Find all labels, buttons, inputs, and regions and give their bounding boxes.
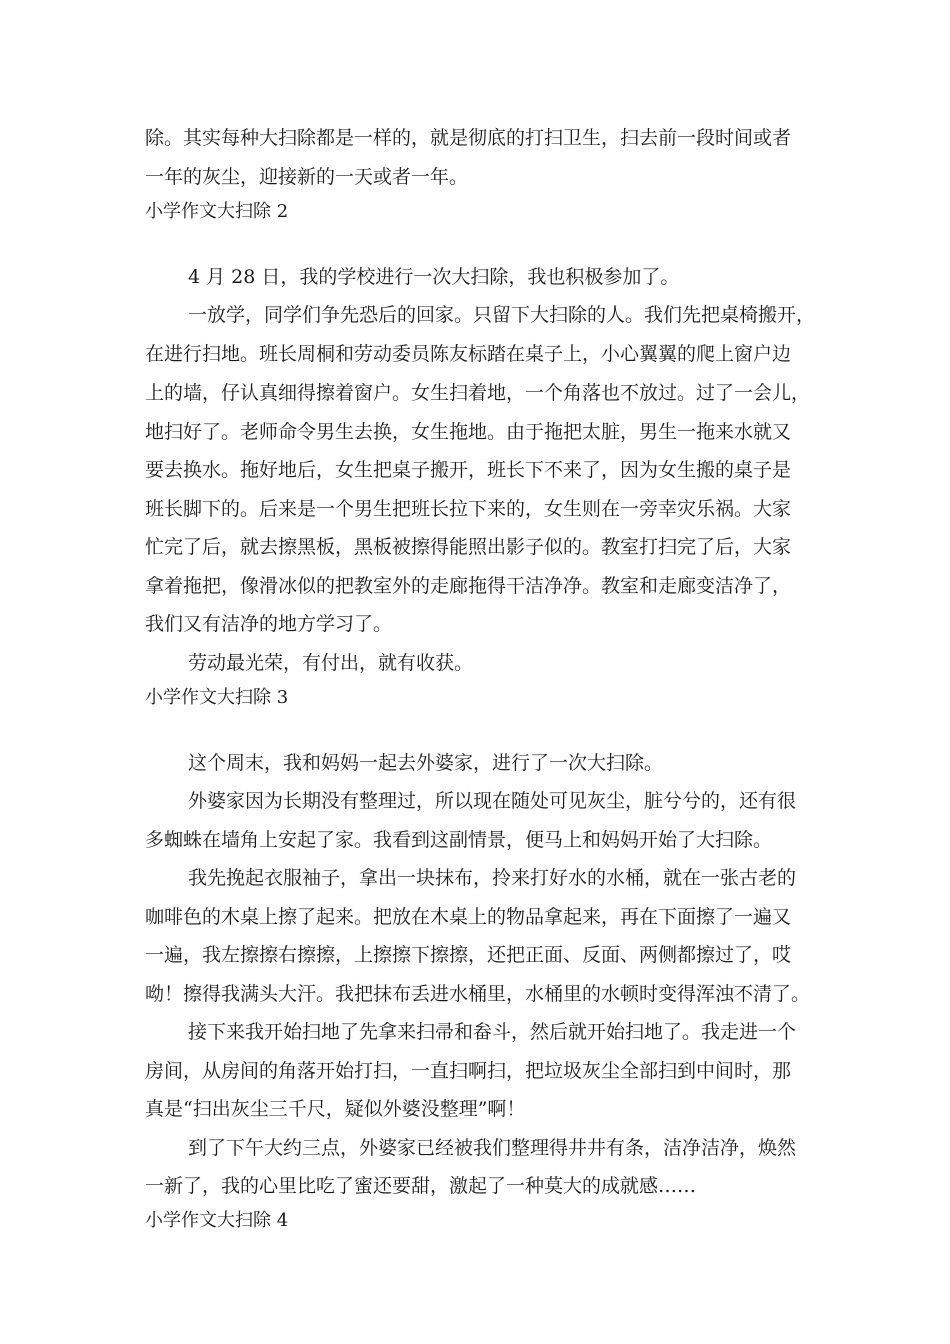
paragraph-line: 除。其实每种大扫除都是一样的，就是彻底的打扫卫生，扫去前一段时间或者 [145,127,792,149]
paragraph-line: 忙完了后，就去擦黑板，黑板被擦得能照出影子似的。教室打扫完了后，大家 [145,536,792,558]
paragraph-line: 一年的灰尘，迎接新的一天或者一年。 [145,166,469,188]
paragraph-line: 咖啡色的木桌上擦了起来。把放在木桌上的物品拿起来，再在下面擦了一遍又 [145,906,792,928]
paragraph-line: 班长脚下的。后来是一个男生把班长拉下来的，女生则在一旁幸灾乐祸。大家 [145,498,792,520]
section-title: 小学作文大扫除 4 [145,1210,289,1231]
paragraph-line: 4 月 28 日，我的学校进行一次大扫除，我也积极参加了。 [188,266,680,288]
section-title: 小学作文大扫除 3 [145,687,289,708]
paragraph-line: 真是“扫出灰尘三千尺，疑似外婆没整理”啊！ [145,1098,526,1120]
paragraph-line: 上的墙，仔认真细得擦着窗户。女生扫着地，一个角落也不放过。过了一会儿， [145,382,811,404]
paragraph-line: 外婆家因为长期没有整理过，所以现在随处可见灰尘，脏兮兮的，还有很 [188,790,797,812]
paragraph-line: 我先挽起衣服袖子，拿出一块抹布，拎来打好水的水桶，就在一张古老的 [188,867,797,889]
paragraph-line: 劳动最光荣，有付出，就有收获。 [188,652,474,674]
paragraph-line: 呦！擦得我满头大汗。我把抹布丢进水桶里，水桶里的水顿时变得浑浊不清了。 [145,983,811,1005]
paragraph-line: 在进行扫地。班长周桐和劳动委员陈友标踏在桌子上，小心翼翼的爬上窗户边 [145,343,792,365]
paragraph-line: 要去换水。拖好地后，女生把桌子搬开，班长下不来了，因为女生搬的桌子是 [145,459,792,481]
paragraph-line: 一新了，我的心里比吃了蜜还要甜，激起了一种莫大的成就感…… [145,1175,697,1197]
paragraph-line: 到了下午大约三点，外婆家已经被我们整理得井井有条，洁净洁净，焕然 [188,1137,797,1159]
paragraph-line: 拿着拖把，像滑冰似的把教室外的走廊拖得干洁净净。教室和走廊变洁净了， [145,575,792,597]
paragraph-line: 我们又有洁净的地方学习了。 [145,613,393,635]
paragraph-line: 多蜘蛛在墙角上安起了家。我看到这副情景，便马上和妈妈开始了大扫除。 [145,829,773,851]
paragraph-line: 接下来我开始扫地了先拿来扫帚和畚斗，然后就开始扫地了。我走进一个 [188,1021,797,1043]
paragraph-line: 地扫好了。老师命令男生去换，女生拖地。由于拖把太脏，男生一拖来水就又 [145,421,792,443]
section-title: 小学作文大扫除 2 [145,201,289,222]
paragraph-line: 一遍，我左擦擦右擦擦，上擦擦下擦擦，还把正面、反面、两侧都擦过了，哎 [145,944,792,966]
paragraph-line: 一放学，同学们争先恐后的回家。只留下大扫除的人。我们先把桌椅搬开， [188,304,816,326]
paragraph-line: 房间，从房间的角落开始打扫，一直扫啊扫，把垃圾灰尘全部扫到中间时，那 [145,1060,792,1082]
paragraph-line: 这个周末，我和妈妈一起去外婆家，进行了一次大扫除。 [188,752,664,774]
